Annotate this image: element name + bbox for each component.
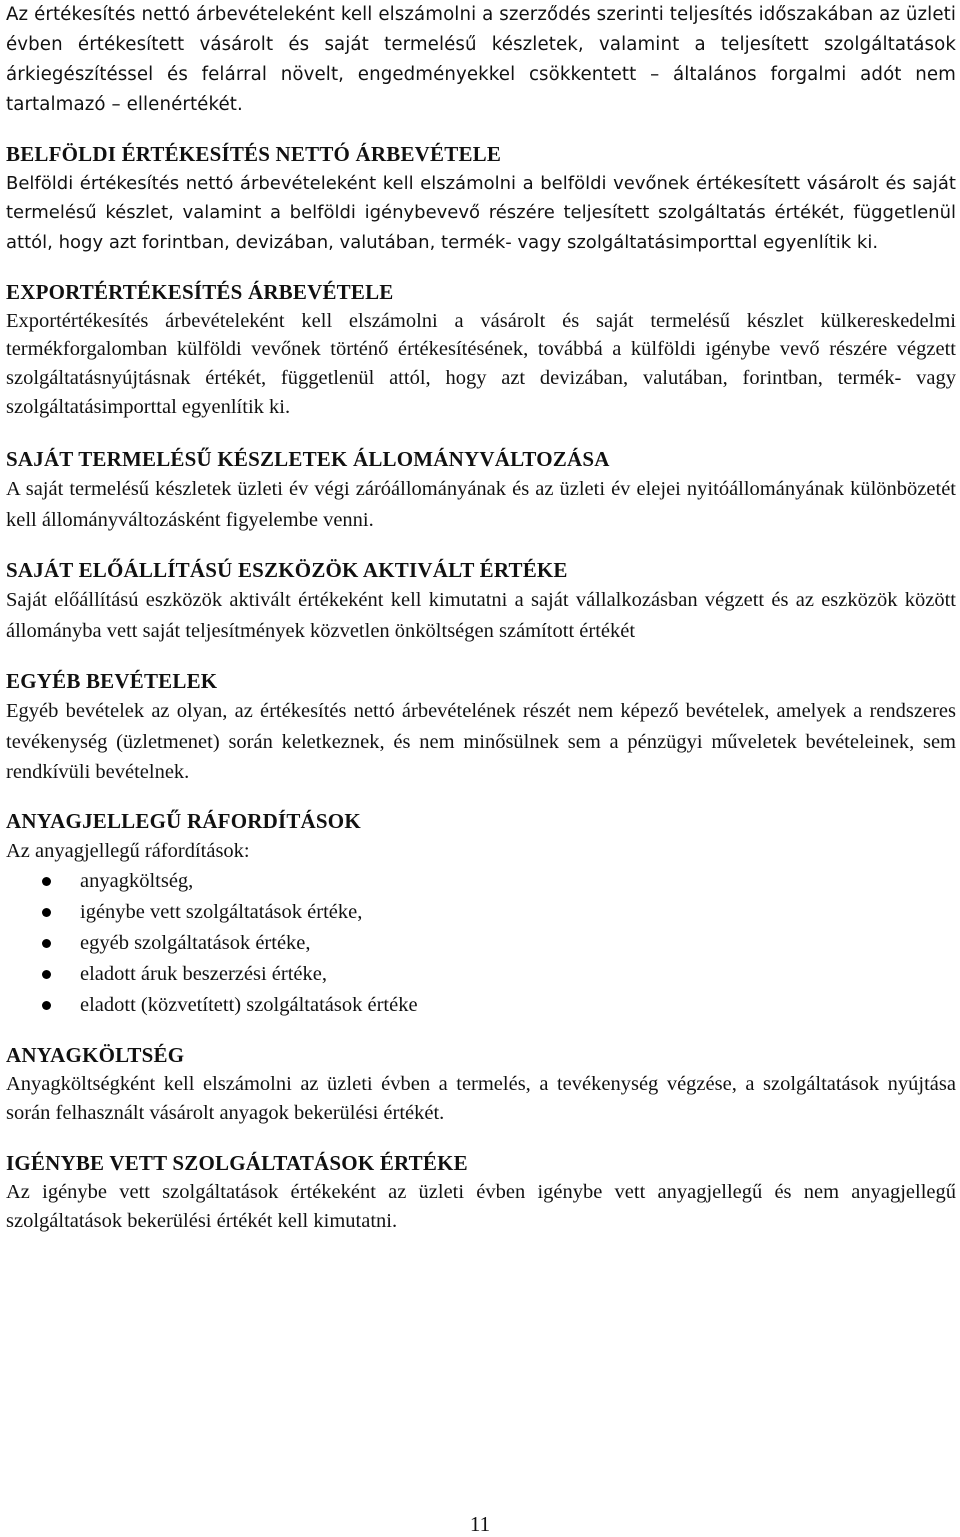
section-anyagkoltseg	[6, 1040, 956, 1127]
section-body: Exportértékesítés árbevételeként kell elszámolni a vásárolt és saját termelésű készlet külkereskedelmi termékforgalomban külföldi vevőnek történő értékesítésének, továbbá a külföldi igénybe vevő részére végzett szolgáltatásnyújtásnak értékét, függetlenül attól, hogy azt devizában, valutában, forintban, termék- vagy szolgáltatásimporttal egyenlítik ki.	[6, 309, 956, 418]
section-heading: SAJÁT TERMELÉSŰ KÉSZLETEK ÁLLOMÁNYVÁLTOZÁSA	[6, 447, 610, 472]
section-export	[6, 277, 956, 421]
section-belfoldi	[6, 139, 956, 257]
list-item: igénybe vett szolgáltatások értéke,	[6, 897, 956, 928]
section-body: A saját termelésű készletek üzleti év végi záróállományának és az üzleti év elejei nyitóállományának különbözetét kell állományváltozásként figyelembe venni.	[6, 478, 956, 531]
bullet-icon	[42, 1001, 51, 1010]
section-heading: EXPORTÉRTÉKESÍTÉS ÁRBEVÉTELE	[6, 279, 394, 304]
section-heading: ANYAGJELLEGŰ RÁFORDÍTÁSOK	[6, 808, 361, 833]
bullet-icon	[42, 939, 51, 948]
bullet-icon	[42, 970, 51, 979]
section-szolgaltatasok	[6, 1148, 956, 1235]
section-heading: BELFÖLDI ÉRTÉKESÍTÉS NETTÓ ÁRBEVÉTELE	[6, 142, 502, 166]
intro-paragraph: Az értékesítés nettó árbevételeként kell elszámolni a szerződés szerinti teljesítés időszakában az üzleti évben értékesített vásárolt és saját termelésű készletek, valamint a teljesített szolgáltatások árkiegészítéssel és felárral növelt, engedményekkel csökkentett – általános forgalmi adót nem tartalmazó – ellenértékét.	[6, 4, 956, 115]
section-heading: SAJÁT ELŐÁLLÍTÁSÚ ESZKÖZÖK AKTIVÁLT ÉRTÉKE	[6, 558, 568, 583]
document-page	[6, 0, 956, 1236]
section-body: Az igénybe vett szolgáltatások értékeként az üzleti évben igénybe vett anyagjellegű és nem anyagjellegű szolgáltatások bekerülési értékét kell kimutatni.	[6, 1181, 956, 1233]
section-body: Belföldi értékesítés nettó árbevételeként kell elszámolni a belföldi vevőnek értékesített vásárolt és saját termelésű készlet, valamint a belföldi igénybevevő részére teljesített szolgáltatás értékét, függetlenül attól, hogy azt forintban, devizában, valutában, termék- vagy szolgáltatásimporttal egyenlítik ki.	[6, 173, 956, 253]
section-anyagjellegu	[6, 806, 956, 1022]
list-item: eladott áruk beszerzési értéke,	[6, 959, 956, 990]
section-body: Anyagköltségként kell elszámolni az üzleti évben a termelés, a tevékenység végzése, a szolgáltatások nyújtása során felhasznált vásárolt anyagok bekerülési értékét.	[6, 1073, 956, 1124]
section-egyeb	[6, 666, 956, 788]
bullet-icon	[42, 877, 51, 886]
list-item: eladott (közvetített) szolgáltatások értéke	[6, 990, 956, 1021]
section-aktivalt	[6, 555, 956, 646]
section-body: Egyéb bevételek az olyan, az értékesítés nettó árbevételének részét nem képező bevételek, amelyek a rendszeres tevékenység (üzletmenet) során keletkeznek, és nem minősülnek sem a pénzügyi műveletek bevételeinek, sem rendkívüli bevételnek.	[6, 700, 956, 784]
section-body: Az anyagjellegű ráfordítások:	[6, 839, 250, 862]
bullet-icon	[42, 908, 51, 917]
section-heading: ANYAGKÖLTSÉG	[6, 1043, 185, 1068]
page-number: 11	[469, 1512, 491, 1536]
section-keszlet	[6, 444, 956, 535]
list-item: egyéb szolgáltatások értéke,	[6, 928, 956, 959]
section-body: Saját előállítású eszközök aktivált értékeként kell kimutatni a saját vállalkozásban végzett és az eszközök között állományba vett saját teljesítmények közvetlen önköltségen számított értékét	[6, 589, 956, 642]
list-item: anyagköltség,	[6, 866, 956, 897]
section-heading: EGYÉB BEVÉTELEK	[6, 669, 218, 694]
bullet-list	[6, 866, 956, 1021]
section-heading: IGÉNYBE VETT SZOLGÁLTATÁSOK ÉRTÉKE	[6, 1151, 468, 1176]
